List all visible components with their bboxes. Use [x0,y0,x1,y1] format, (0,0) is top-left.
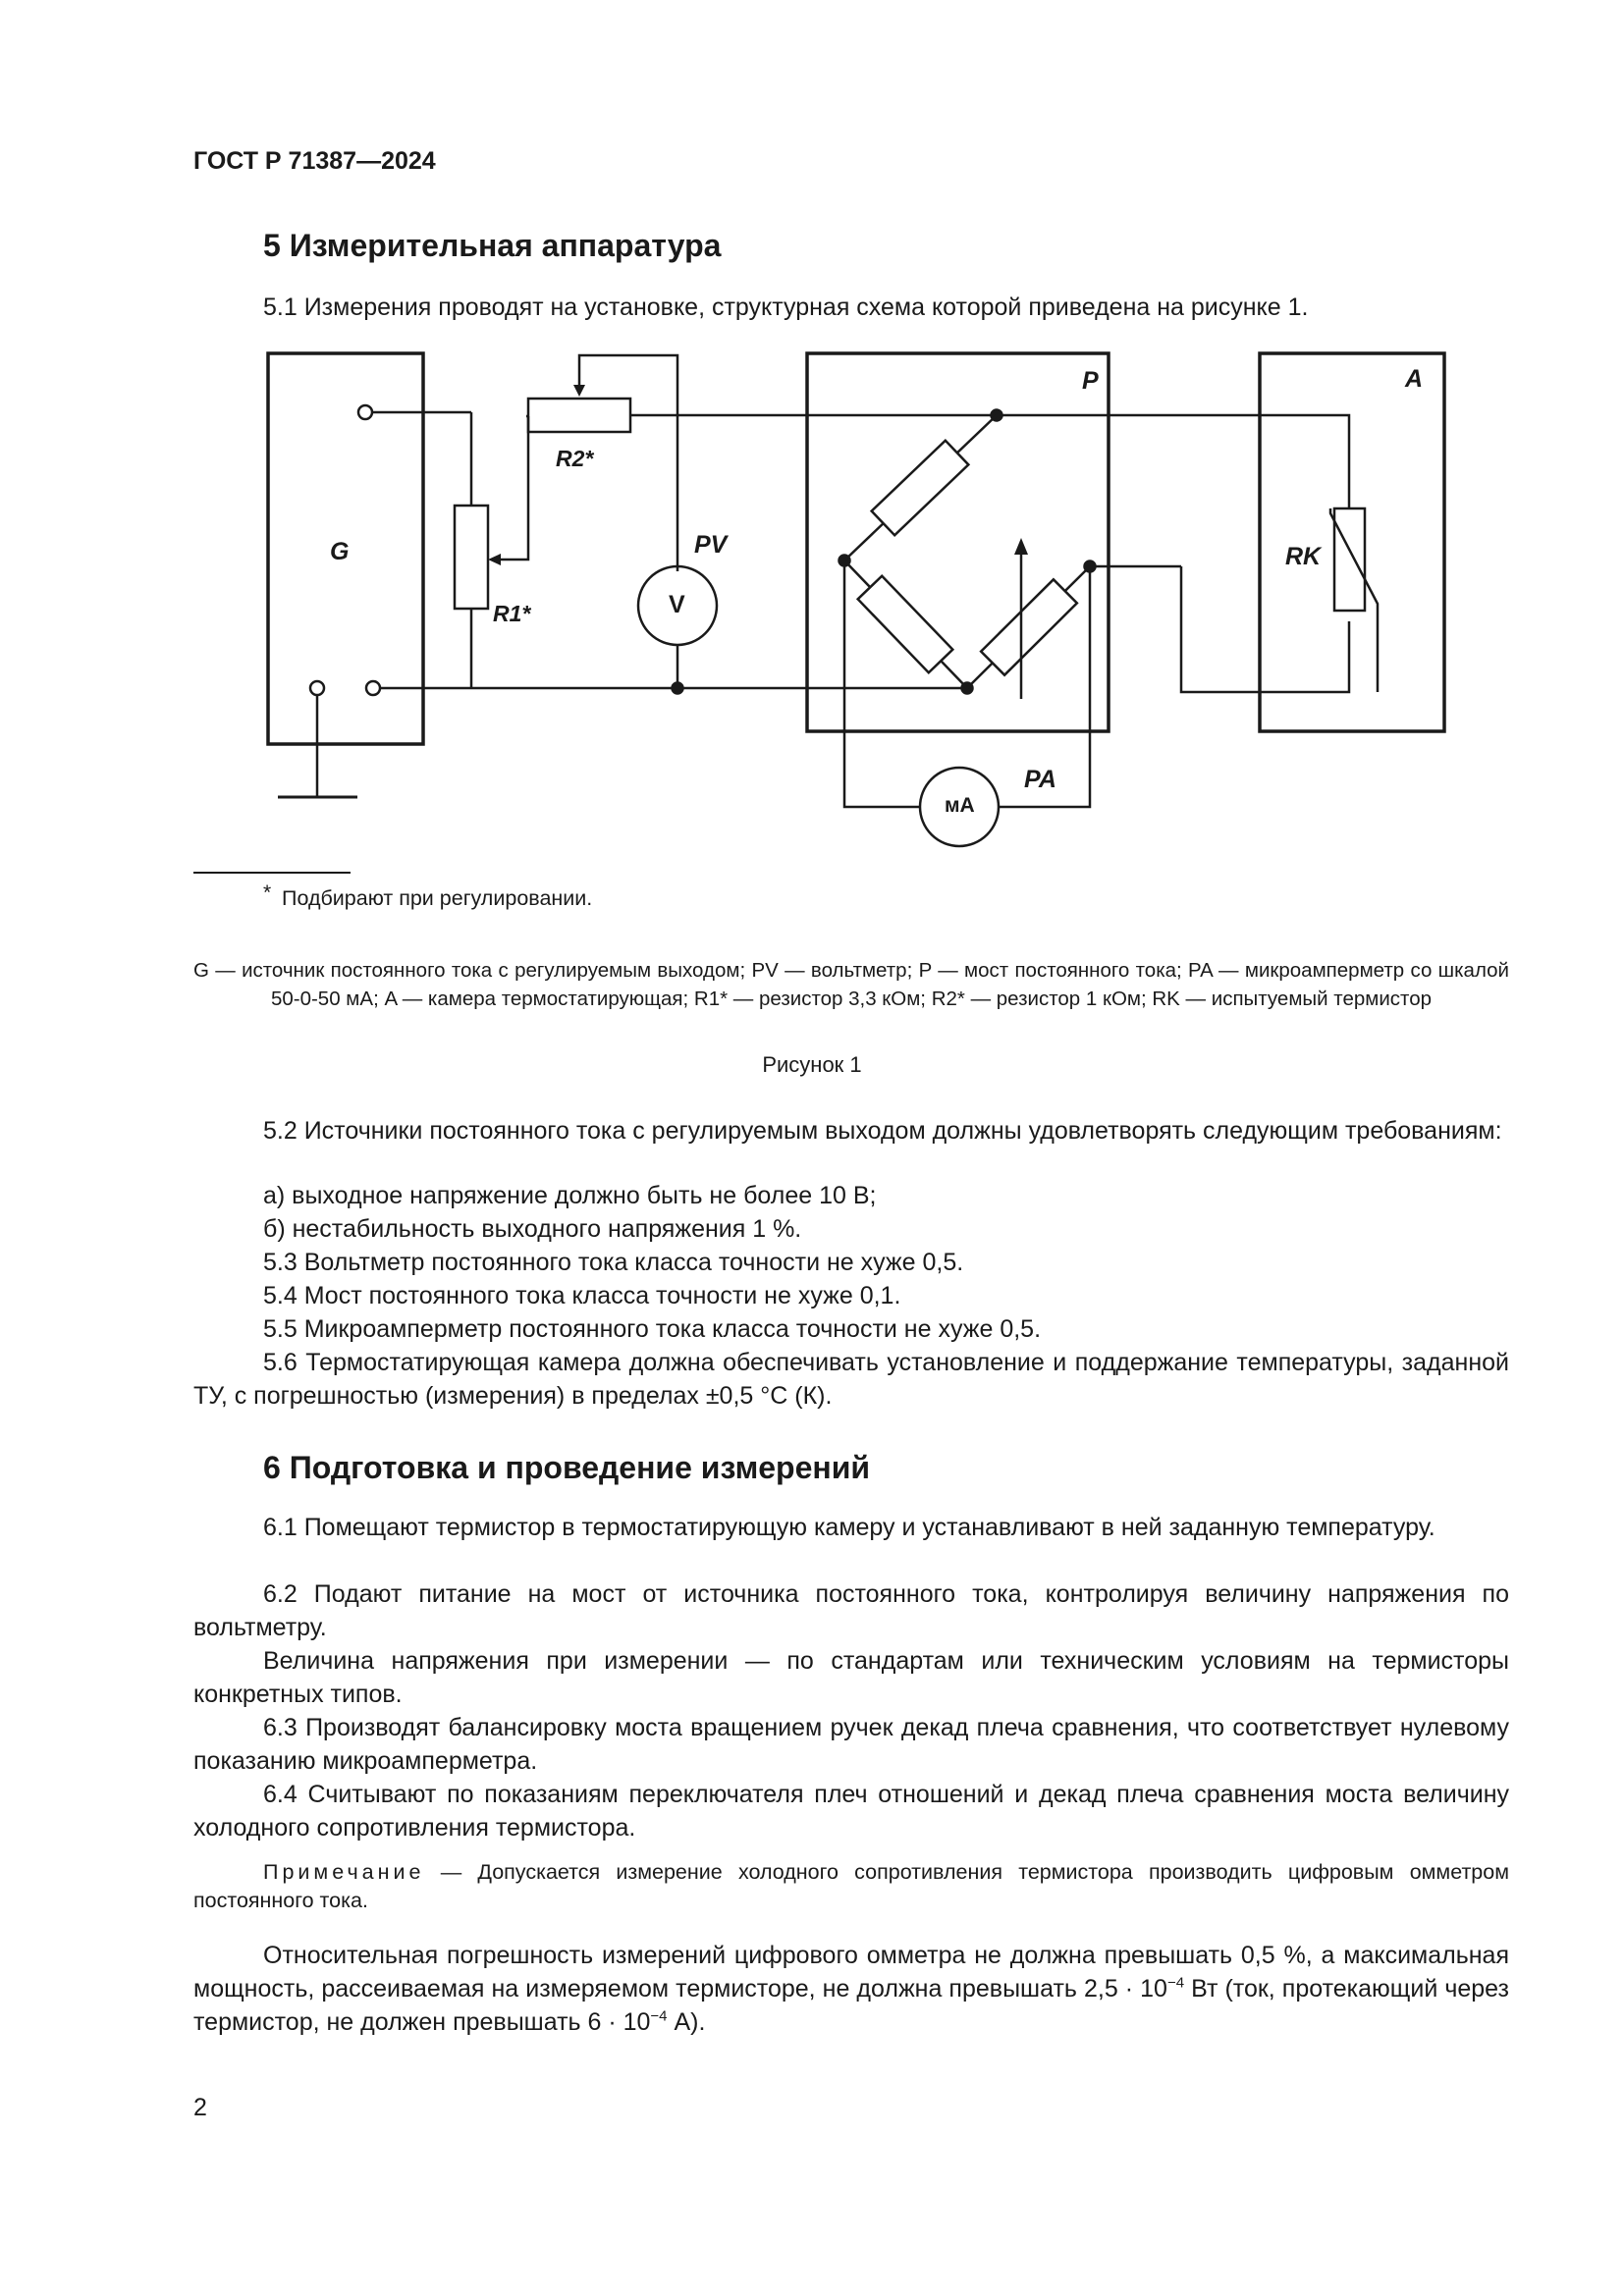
paragraph-5-1: 5.1 Измерения проводят на установке, структурная схема которой приведена на рисунке 1. [263,294,1309,321]
label-pv: PV [694,531,728,559]
circuit-diagram [0,0,1624,883]
bridge-p-block [807,353,1109,731]
g-terminal-bottom [366,681,380,695]
label-ma: мА [945,794,975,817]
section-6-heading: 6 Подготовка и проведение измерений [263,1450,871,1485]
label-rk: RK [1285,543,1322,570]
figure-legend: G — источник постоянного тока с регулируемым выходом; PV — вольтметр; P — мост постоянного тока; PA — микроамперметр со шкалой 50-0-50 мА; A — камера термостатирующая; R1* — резистор 3,3 кОм; R2* — резистор 1 кОм; RK — испытуемый термистор [193,959,1509,1010]
figure-caption: Рисунок 1 [762,1052,862,1077]
bridge-arm-upper [872,441,969,535]
document-header: ГОСТ Р 71387—2024 [193,147,436,175]
item-a: а) выходное напряжение должно быть не более 10 В; [263,1182,877,1209]
label-v: V [669,591,685,618]
label-r2: R2* [556,446,594,471]
paragraph-5-2: 5.2 Источники постоянного тока с регулируемым выходом должны удовлетворять следующим требованиям: [263,1117,1502,1145]
note: Примечание — Допускается измерение холодного сопротивления термистора производить цифровым омметром постоянного тока. [193,1860,1509,1912]
paragraph-5-6: 5.6 Термостатирующая камера должна обеспечивать установление и поддержание температуры, заданной ТУ, с погрешностью (измерения) в пределах ±0,5 °С (К). [193,1349,1509,1410]
g-terminal-ground [310,681,324,695]
paragraph-final: Относительная погрешность измерений цифрового омметра не должна превышать 0,5 %, а максимальная мощность, рассеиваемая на измеряемом термисторе, не должна превышать $2,5 \cdot 10^{-4}$ Вт (ток, протекающий через термистор, не должен превышать $6 \cdot 10^{-4}$ А). [193,1942,1509,2036]
footnote-text: Подбирают при регулировании. [282,886,593,910]
bridge-arm-lower-right [981,579,1077,674]
footnote-mark: * [263,881,272,904]
paragraph-6-2: 6.2 Подают питание на мост от источника постоянного тока, контролируя величину напряжения по вольтметру. [193,1580,1509,1641]
footnote-rule [193,872,351,874]
label-g: G [330,538,350,565]
g-terminal-top [358,405,372,419]
thermistor-rk [1334,508,1365,611]
resistor-r1 [455,506,488,609]
paragraph-6-4: 6.4 Считывают по показаниям переключателя плеч отношений и декад плеча сравнения моста величину холодного сопротивления термистора. [193,1781,1509,1842]
paragraph-5-3: 5.3 Вольтметр постоянного тока класса точности не хуже 0,5. [263,1249,964,1276]
section-5-heading: 5 Измерительная аппаратура [263,228,722,263]
label-pa: PA [1024,766,1056,793]
resistor-r2 [528,399,630,432]
paragraph-6-2-continued: Величина напряжения при измерении — по стандартам или техническим условиям на термисторы конкретных типов. [193,1647,1509,1708]
label-a: A [1405,365,1424,393]
paragraph-5-5: 5.5 Микроамперметр постоянного тока класса точности не хуже 0,5. [263,1315,1042,1343]
label-r1: R1* [493,601,531,626]
paragraph-5-4: 5.4 Мост постоянного тока класса точности не хуже 0,1. [263,1282,901,1309]
paragraph-6-3: 6.3 Производят балансировку моста вращением ручек декад плеча сравнения, что соответствует нулевому показанию микроамперметра. [193,1714,1509,1775]
label-p: P [1082,367,1099,395]
item-b: б) нестабильность выходного напряжения 1 %. [263,1215,802,1243]
bridge-arm-lower-left [858,576,953,673]
paragraph-6-1: 6.1 Помещают термистор в термостатирующую камеру и устанавливают в ней заданную температуру. [263,1514,1435,1541]
page-number: 2 [193,2094,207,2121]
